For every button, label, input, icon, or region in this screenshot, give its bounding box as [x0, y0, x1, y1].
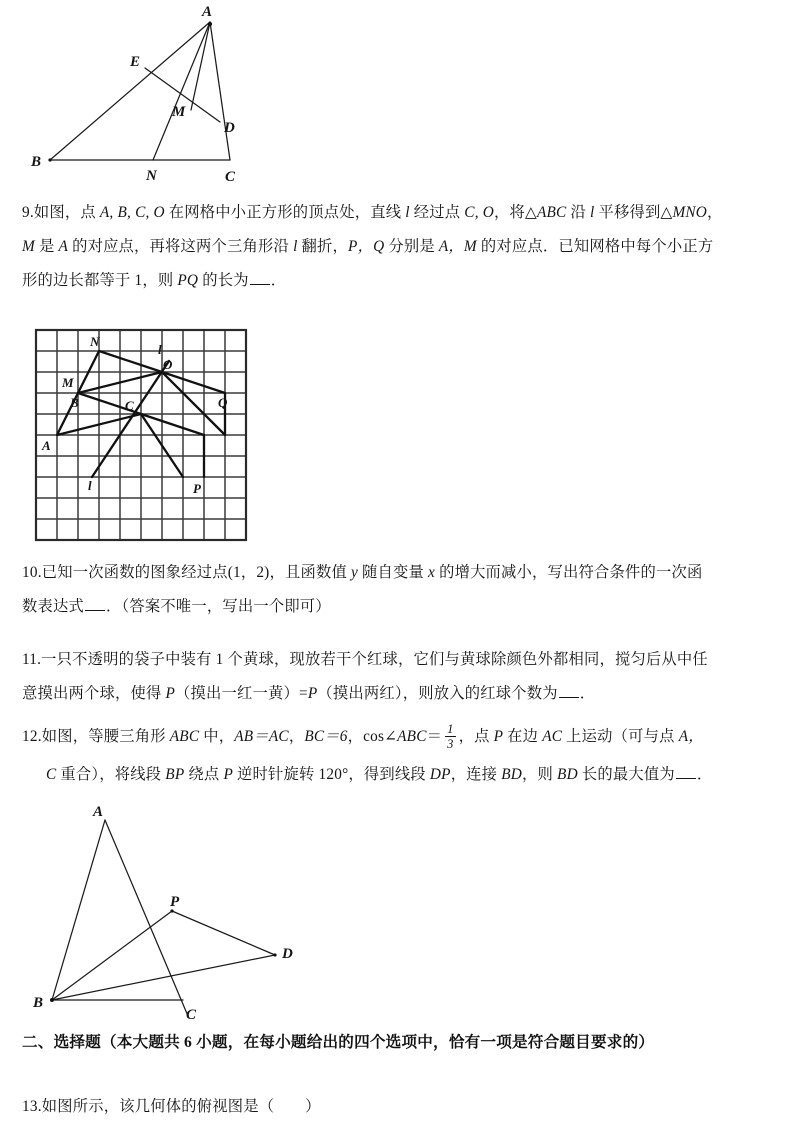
q9-l2: l: [590, 204, 595, 221]
q12-t9: 重合），将线段: [56, 766, 166, 783]
q11-line-2: [22, 677, 778, 711]
grid-label-Q: Q: [218, 395, 228, 410]
q12-t15: ．: [696, 766, 713, 783]
q13-number: 13.: [22, 1098, 42, 1115]
q12-t11: 逆时针旋转 120°，得到线段: [232, 766, 430, 783]
fig1-label-N: N: [146, 168, 157, 184]
grid-label-N: N: [90, 334, 100, 349]
q9-line-2: [22, 230, 778, 264]
grid-label-M: M: [62, 375, 74, 390]
segment-pd-q12: [172, 911, 275, 955]
figure-triangle-abc: [20, 0, 260, 190]
q12-t2: 中，: [199, 728, 235, 745]
q9-number: 9.: [22, 204, 34, 221]
q9-t3: 经过点: [409, 204, 465, 221]
vertex-dot-b-q12: [50, 998, 54, 1002]
segment-bp-q12: [52, 911, 172, 1000]
grid-label-l-top: l: [158, 342, 162, 357]
grid-label-A: A: [42, 438, 51, 453]
q12-bc: BC＝6: [304, 728, 348, 745]
question-11-text: [22, 643, 778, 711]
vertex-dot-d-q12: [273, 953, 276, 956]
q9-vars1: A, B, C, O: [99, 204, 165, 221]
q12-t8: 上运动（可与点: [562, 728, 679, 745]
q12-frac-numerator: 1: [447, 721, 454, 736]
q12-line-2: [22, 756, 778, 794]
q10-t1: 已知一次函数的图象经过点(1，2)，且函数值: [41, 564, 351, 581]
fig3-label-B: B: [33, 995, 44, 1011]
q12-fraction: [445, 722, 455, 751]
figure-q12-svg: [30, 798, 320, 1030]
vertex-dot-b: [48, 158, 51, 161]
q12-t12: ，连接: [450, 766, 502, 783]
q10-t5: ．（答案不唯一，写出一个即可）: [106, 598, 331, 615]
q12-abc: ABC: [169, 728, 200, 745]
q9-t2: 在网格中小正方形的顶点处，直线: [164, 204, 406, 221]
fig3-label-C: C: [186, 1007, 197, 1023]
q11-t1: 一只不透明的袋子中装有 1 个黄球，现放若干个红球，它们与黄球除颜色外都相同，搅匀后从中任: [41, 651, 708, 668]
fig1-label-C: C: [225, 169, 236, 185]
q12-c: C: [46, 766, 57, 783]
figure-grid: [34, 328, 266, 544]
grid-lines: [36, 330, 246, 540]
q12-line-1: [22, 718, 778, 756]
q13-line-1: [22, 1090, 778, 1124]
q9-t9: 的对应点，再将这两个三角形沿: [68, 238, 294, 255]
grid-label-C: C: [125, 398, 134, 413]
q12-p: P: [493, 728, 504, 745]
q12-t5: ＝: [426, 728, 443, 745]
question-10-text: [22, 556, 778, 624]
fig1-label-M: M: [172, 104, 186, 120]
grid-label-P: P: [193, 481, 201, 496]
q12-p2: P: [223, 766, 233, 783]
q12-abac: AB＝AC: [234, 728, 289, 745]
q9-m: M: [22, 238, 35, 255]
question-13-text: [22, 1090, 778, 1124]
q11-t5: ．: [579, 685, 596, 702]
q9-t4: ，将△: [494, 204, 537, 221]
segment-ba-extended: [50, 22, 210, 160]
grid-label-l-bottom: l: [88, 478, 92, 493]
q12-dp: DP: [429, 766, 451, 783]
q9-t1: 如图，点: [33, 204, 100, 221]
figure-triangle-abc-svg: [20, 0, 260, 190]
question-9-text: [22, 196, 778, 298]
fig1-label-E: E: [130, 54, 141, 70]
figure-q12-triangle: [30, 798, 320, 1030]
q12-t4: ，cos∠: [347, 728, 398, 745]
q12-bd: BD: [501, 766, 522, 783]
q12-number: 12.: [22, 728, 42, 745]
q9-t12: 的对应点．已知网格中每个小正方: [476, 238, 714, 255]
section-heading-choice: 二、选择题（本大题共 6 小题，在每小题给出的四个选项中，恰有一项是符合题目要求的）: [22, 1034, 655, 1051]
fig1-label-B: B: [31, 154, 42, 170]
grid-label-B: B: [70, 395, 79, 410]
q10-number: 10.: [22, 564, 42, 581]
triangle-cp-reflected: [141, 414, 204, 477]
q9-t10: 翻折，: [297, 238, 349, 255]
vertex-dot-a: [208, 22, 212, 26]
grid-label-O: O: [163, 357, 173, 372]
q12-bp: BP: [165, 766, 185, 783]
q10-t3: 的增大而减小，写出符合条件的一次函: [435, 564, 703, 581]
q9-t14: 的长为: [198, 272, 249, 289]
segment-an: [153, 22, 210, 160]
q11-line-1: [22, 643, 778, 677]
q9-line-1: [22, 196, 778, 230]
segment-ab-q12: [52, 820, 105, 1000]
q12-a2: A，: [678, 728, 704, 745]
q9-t5: 沿: [566, 204, 591, 221]
q9-a: A: [58, 238, 69, 255]
figure-grid-svg: [34, 328, 266, 544]
q10-y: y: [351, 564, 358, 581]
q9-pq1: P，Q: [348, 238, 385, 255]
q9-l3: l: [293, 238, 298, 255]
q12-frac-denominator: 3: [447, 736, 454, 751]
q11-t3: （摸出一红一黄）=: [175, 685, 308, 702]
q9-line-3: [22, 264, 778, 298]
q9-t8: 是: [34, 238, 59, 255]
q9-am: A，M: [438, 238, 477, 255]
q9-t13: 形的边长都等于 1，则: [22, 272, 178, 289]
q9-mno: MNO: [672, 204, 708, 221]
fig1-label-D: D: [224, 120, 235, 136]
q12-bd2: BD: [557, 766, 578, 783]
q12-abc2: ABC: [397, 728, 427, 745]
q12-ac: AC: [542, 728, 563, 745]
fig3-label-D: D: [282, 946, 293, 962]
q11-answer-blank[interactable]: [559, 684, 579, 698]
q12-t13: ，则: [522, 766, 558, 783]
q11-number: 11.: [22, 651, 42, 668]
q9-answer-blank[interactable]: [250, 271, 270, 285]
q9-vars2: C, O: [464, 204, 494, 221]
q11-p1: P: [165, 685, 176, 702]
q9-t11: 分别是: [384, 238, 439, 255]
q12-t6: ，点: [458, 728, 494, 745]
q12-t3: ，: [288, 728, 305, 745]
q12-t1: 如图，等腰三角形: [41, 728, 170, 745]
segment-ac: [210, 22, 230, 160]
q12-answer-blank[interactable]: [676, 765, 696, 779]
q10-t2: 随自变量: [358, 564, 429, 581]
q10-line-1: [22, 556, 778, 590]
segment-bd-q12: [52, 955, 275, 1000]
fig1-label-A: A: [202, 4, 213, 20]
q9-t7: ，: [707, 204, 723, 221]
q10-t4: 数表达式: [22, 598, 84, 615]
q10-answer-blank[interactable]: [85, 597, 105, 611]
q11-t4: （摸出两红），则放入的红球个数为: [317, 685, 558, 702]
q9-abc: ABC: [536, 204, 567, 221]
q13-t1: 如图所示，该几何体的俯视图是（ ）: [41, 1098, 321, 1115]
q9-t15: ．: [270, 272, 287, 289]
q11-t2: 意摸出两个球，使得: [22, 685, 166, 702]
q12-t7: 在边: [503, 728, 543, 745]
q11-p2: P: [307, 685, 318, 702]
fig3-label-P: P: [170, 894, 180, 910]
q12-t14: 长的最大值为: [577, 766, 675, 783]
question-12-text: [22, 718, 778, 794]
q10-line-2: [22, 590, 778, 624]
q9-pq2: PQ: [177, 272, 199, 289]
fig3-label-A: A: [93, 804, 104, 820]
q9-t6: 平移得到△: [594, 204, 673, 221]
q9-l1: l: [405, 204, 410, 221]
q12-t10: 绕点: [184, 766, 224, 783]
q10-x: x: [428, 564, 436, 581]
